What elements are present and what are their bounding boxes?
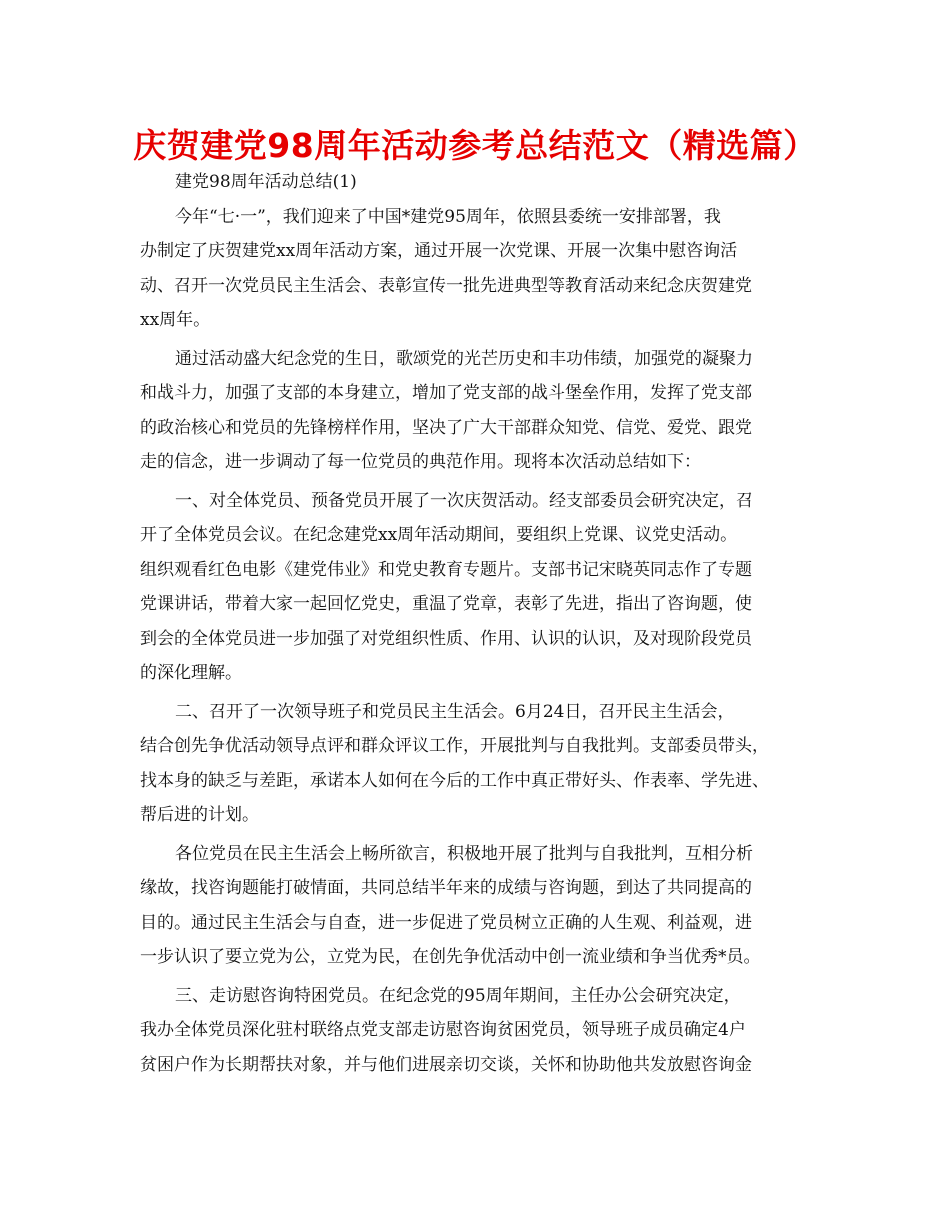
document-body [140,165,820,1086]
paragraph: 今年“七·一”，我们迎来了中国*建党95周年，依照县委统一安排部署，我 办制定了庆贺建党xx周年活动方案，通过开展一次党课、开展一次集中慰咨询活 动、召开一次党员民主生活会、表彰宣传一批先进典型等教育活动来纪念庆贺建党 xx周年。 [140,206,752,330]
paragraph: 二、召开了一次领导班子和党员民主生活会。6月24日，召开民主生活会， 结合创先争优活动领导点评和群众评议工作，开展批判与自我批判。支部委员带头， 找本身的缺乏与差距，承诺本人如何在今后的工作中真正带好头、作表率、学先进、 帮后进的计划。 [140,701,769,825]
paragraph: 三、走访慰咨询特困党员。在纪念党的95周年期间，主任办公会研究决定， 我办全体党员深化驻村联络点党支部走访慰咨询贫困党员，领导班子成员确定4户 贫困户作为长期帮扶对象，并与他们进展亲切交谈，关怀和协助他共发放慰咨询金 [140,985,752,1075]
paragraph: 一、对全体党员、预备党员开展了一次庆贺活动。经支部委员会研究决定，召 开了全体党员会议。在纪念建党xx周年活动期间，要组织上党课、议党史活动。 组织观看红色电影《建党伟业》和党史教育专题片。支部书记宋晓英同志作了专题 党课讲话，带着大家一起回忆党史，重温了党章，表彰了先进，指出了咨询题，使 到会的全体党员进一步加强了对党组织性质、作用、认识的认识，及对现阶段党员 的深化理解。 [140,490,753,683]
paragraph: 通过活动盛大纪念党的生日，歌颂党的光芒历史和丰功伟绩，加强党的凝聚力 和战斗力，加强了支部的本身建立，增加了党支部的战斗堡垒作用，发挥了党支部 的政治核心和党员的先锋榜样作用，坚决了广大干部群众知党、信党、爱党、跟党 走的信念，进一步调动了每一位党员的典范作用。现将本次活动总结如下： [140,348,753,472]
paragraph: 各位党员在民主生活会上畅所欲言，积极地开展了批判与自我批判，互相分析 缘故，找咨询题能打破情面，共同总结半年来的成绩与咨询题，到达了共同提高的 目的。通过民主生活会与自查，进一步促进了党员树立正确的人生观、利益观，进 一步认识了要立党为公，立党为民，在创先争优活动中创一流业绩和争当优秀*员。 [140,843,761,967]
document-subtitle: 建党98周年活动总结(1) [175,172,357,192]
document-title: 庆贺建党98周年活动参考总结范文（精选篇） [133,126,817,165]
